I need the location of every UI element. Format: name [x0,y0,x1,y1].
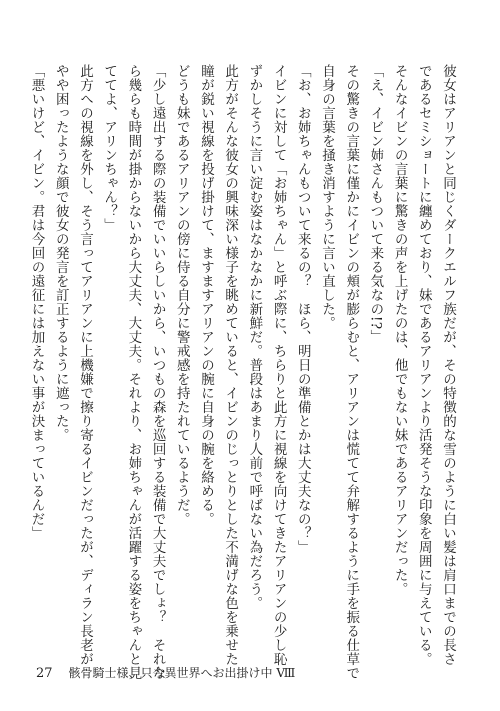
text-line: その驚きの言葉に僅かにイビンの頬が膨らむと、アリアンは慌てて弁解するように手を振る仕草で [343,64,360,680]
text-line: イビンに対して「お姉ちゃん」と呼ぶ際に、ちらりと此方に視線を向けてきたアリアンの少し恥 [270,64,287,666]
text-line: やや困ったような顔で彼女の発言を訂正するように遮った。 [52,64,69,442]
text-line: 「悪いけど、イビン。君は今回の遠征には加えない事が決まっているんだ」 [28,64,45,540]
text-line: そんなイビンの言葉に驚きの声を上げたのは、他でもない妹であるアリアンだった。 [391,64,408,596]
text-line: 「お、お姉ちゃんもついて来るの？ ほら、明日の準備とかは大丈夫なの？」 [294,64,311,554]
text-line: 瞳が鋭い視線を投げ掛けて、ますますアリアンの腕に自身の腕を絡める。 [197,64,214,526]
text-line: 「少し遠出する際の装備でいいらしいから、いつもの森を巡回する装備で大丈夫でしょ？ それな [149,64,166,680]
text-line: 此方への視線を外し、そう言ってアリアンに上機嫌で擦り寄るイビンだったが、ディラン長老が [76,64,93,666]
text-line: ずかしそうに言い淀む姿はなかなかに新鮮だ。普段はあまり人前で呼ばない為だろう。 [246,64,263,610]
page-footer [36,664,295,681]
text-line: ててよ、アリンちゃん？」 [101,64,118,232]
text-line: 彼女はアリアンと同じくダークエルフ族だが、その特徴的な雪のように白い髪は肩口までの長さ [440,64,456,666]
book-title: 骸骨騎士様、只今異世界へお出掛け中 Ⅷ [68,666,296,680]
text-line: どうも妹であるアリアンの傍に侍る自分に警戒感を持たれているようだ。 [173,64,190,526]
text-line: であるセミショートに纏めており、妹であるアリアンより活発そうな印象を周囲に与えている。 [415,64,432,666]
text-line: 此方がそんな彼女の興味深い様子を眺めていると、イビンのじっとりとした不満げな色を乗せた [222,64,239,666]
text-line: ら幾らも時間が掛からないから大丈夫、大丈夫。それより、お姉ちゃんが活躍する姿をちゃんと見 [125,64,142,680]
text-line: 「え、イビン姉さんもついて来る気なの!?」 [367,64,384,344]
text-line: 自身の言葉を掻き消すように言い直した。 [318,64,335,330]
page-number: 27 [36,666,53,681]
